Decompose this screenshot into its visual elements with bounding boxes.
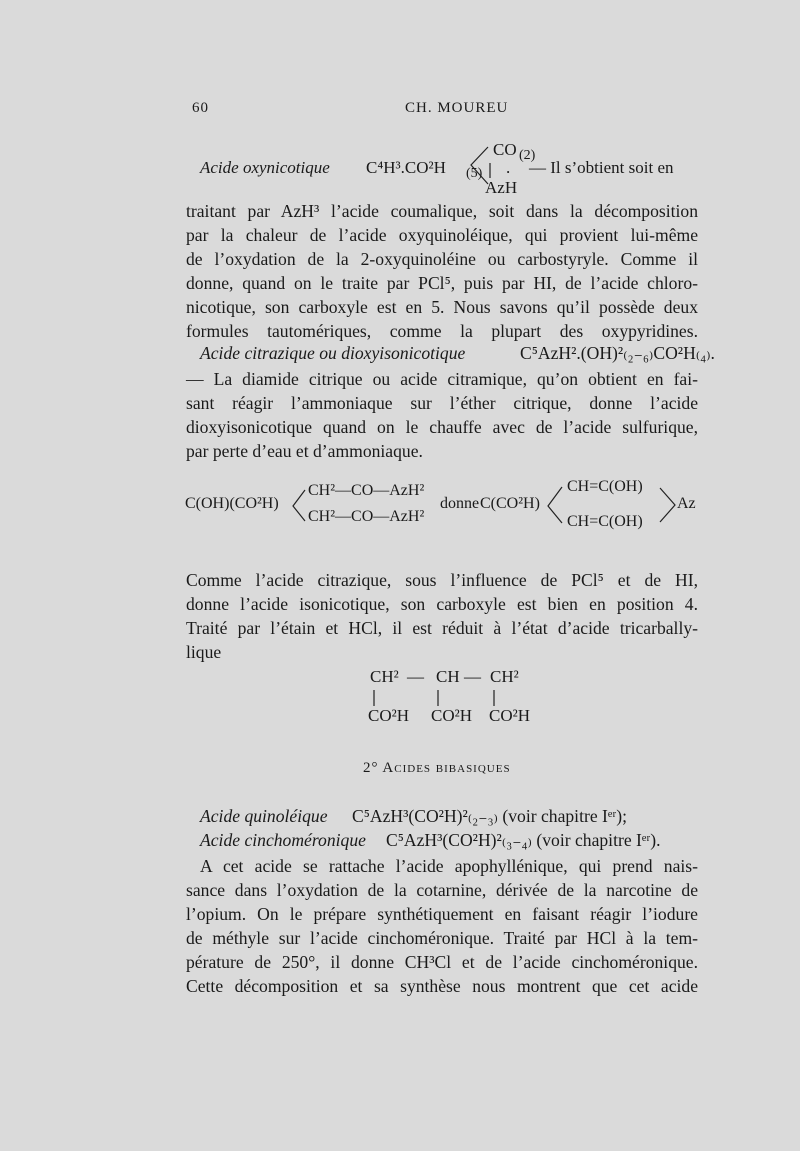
formula-subscript: (5)	[466, 166, 483, 181]
eq2-dash-1: —	[407, 667, 424, 686]
formula-oxynicotique: C⁴H³.CO²H	[366, 158, 446, 177]
azh-group: AzH	[485, 178, 518, 197]
eq1-left: C(OH)(CO²H)	[185, 495, 279, 512]
tail-text: — Il s’obtient soit en	[529, 158, 674, 177]
text-line: sance dans l’oxydation de la cotarnine, dérivée de la narcotine de	[186, 880, 698, 900]
eq1-bottom-branch: CH²—CO—AzH²	[308, 508, 425, 525]
acid-name-cinchomeronique: Acide cinchoméronique	[200, 830, 366, 850]
acid-name-quinoleique: Acide quinoléique	[200, 806, 328, 826]
formula-dot: .	[506, 158, 511, 177]
formula-citrazique: C⁵AzH².(OH)²₍₂₋₆₎CO²H₍₄₎.	[520, 343, 715, 363]
co-group: CO	[493, 140, 517, 159]
text-line: sant réagir l’ammoniaque sur l’éther citrique, donne l’acide	[186, 393, 698, 413]
text-line: de l’oxydation de la 2-oxyquinoléine ou carbostyryle. Comme il	[186, 249, 698, 269]
text-line: nicotique, son carboxyle est en 5. Nous savons qu’il possède deux	[186, 297, 698, 317]
text-line: Comme l’acide citrazique, sous l’influence de PCl⁵ et de HI,	[186, 570, 698, 590]
eq1-donne: donne	[440, 495, 480, 512]
running-title: CH. MOUREU	[405, 100, 509, 116]
eq2-cooh-3: CO²H	[489, 706, 530, 725]
text-line: donne l’acide isonicotique, son carboxyle est bien en position 4.	[186, 594, 698, 614]
eq2-ch: CH	[436, 667, 460, 686]
eq2-ch2-left: CH²	[370, 667, 399, 686]
text-line: Traité par l’étain et HCl, il est réduit à l’état d’acide tricarbally-	[186, 618, 698, 638]
text-line: traitant par AzH³ l’acide coumalique, soit dans la décomposition	[186, 201, 698, 221]
eq1-mid: C(CO²H)	[480, 495, 540, 512]
eq1-top-branch: CH²—CO—AzH²	[308, 482, 425, 499]
formula-quinoleique: C⁵AzH³(CO²H)²₍₂₋₃₎ (voir chapitre Iᵉʳ);	[352, 806, 627, 826]
formula-cinchomeronique: C⁵AzH³(CO²H)²₍₃₋₄₎ (voir chapitre Iᵉʳ).	[386, 830, 661, 850]
text-line: par la chaleur de l’acide oxyquinoléique, qui provient lui-même	[186, 225, 698, 245]
eq1-az: Az	[677, 495, 696, 512]
text-line: de méthyle sur l’acide cinchoméronique. Traité par HCl à la tem-	[186, 928, 698, 948]
text-line: dioxyisonicotique quand on le chauffe avec de l’acide sulfurique,	[186, 417, 698, 437]
text-line: A cet acide se rattache l’acide apophyllénique, qui prend nais-	[200, 856, 698, 876]
eq2-ch2-right: CH²	[490, 667, 519, 686]
text-line: par perte d’eau et d’ammoniaque.	[186, 441, 423, 461]
page-number: 60	[192, 100, 209, 116]
co-subscript: (2)	[519, 148, 536, 163]
eq2-dash-2: —	[464, 667, 481, 686]
text-line: lique	[186, 642, 222, 662]
text-line: pérature de 250°, il donne CH³Cl et de l’acide cinchoméronique.	[186, 952, 698, 972]
acid-name-oxynicotique: Acide oxynicotique	[200, 158, 330, 177]
eq1-ring-bottom: CH=C(OH)	[567, 513, 643, 530]
text-line: — La diamide citrique ou acide citramique, qu’on obtient en fai-	[186, 369, 698, 389]
eq1-ring-top: CH=C(OH)	[567, 478, 643, 495]
eq2-cooh-1: CO²H	[368, 706, 409, 725]
text-line: Cette décomposition et sa synthèse nous montrent que cet acide	[186, 976, 698, 996]
text-line: formules tautomériques, comme la plupart des oxypyridines.	[186, 321, 698, 341]
text-line: l’opium. On le prépare synthétiquement en faisant réagir l’iodure	[186, 904, 698, 924]
acid-name-citrazique: Acide citrazique ou dioxyisonicotique	[200, 343, 466, 363]
section-heading: 2° Acides bibasiques	[363, 760, 511, 776]
eq2-cooh-2: CO²H	[431, 706, 472, 725]
text-line: donne, quand on le traite par PCl⁵, puis par HI, de l’acide chloro-	[186, 273, 698, 293]
